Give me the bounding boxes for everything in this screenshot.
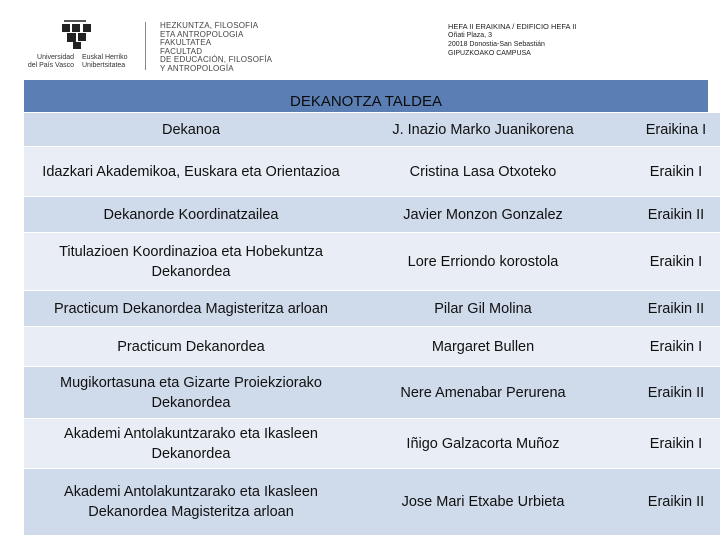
building-cell: Eraikin I xyxy=(608,327,720,367)
page-title: DEKANOTZA TALDEA xyxy=(290,93,442,110)
table-row xyxy=(24,469,720,535)
table-row xyxy=(24,197,720,233)
table-row xyxy=(24,291,720,327)
name-cell: Nere Amenabar Perurena xyxy=(358,367,608,419)
name-cell: Pilar Gil Molina xyxy=(358,291,608,327)
role-cell: Mugikortasuna eta Gizarte Proiekziorako Dekanordea xyxy=(24,367,358,419)
name-cell: Iñigo Galzacorta Muñoz xyxy=(358,419,608,469)
name-cell: J. Inazio Marko Juanikorena xyxy=(358,113,608,147)
role-cell: Practicum Dekanordea xyxy=(24,327,358,367)
page-header xyxy=(0,0,720,78)
building-cell: Eraikin II xyxy=(608,469,720,535)
logo-text-basque: Euskal Herriko Unibertsitatea xyxy=(82,54,128,69)
building-address: HEFA II ERAIKINA / EDIFICIO HEFA II Oñati Plaza, 3 20018 Donostia-San Sebastián GIPUZKOAKO CAMPUSA xyxy=(448,22,577,57)
name-cell: Cristina Lasa Otxoteko xyxy=(358,147,608,197)
table-row xyxy=(24,113,720,147)
table-row xyxy=(24,419,720,469)
building-cell: Eraikin I xyxy=(608,147,720,197)
role-cell: Akademi Antolakuntzarako eta Ikasleen Dekanordea xyxy=(24,419,358,469)
name-cell: Margaret Bullen xyxy=(358,327,608,367)
building-cell: Eraikin I xyxy=(608,233,720,291)
building-cell: Eraikin I xyxy=(608,419,720,469)
name-cell: Javier Monzon Gonzalez xyxy=(358,197,608,233)
table-row xyxy=(24,327,720,367)
logo-divider xyxy=(145,22,146,70)
university-logo xyxy=(24,20,134,72)
role-cell: Practicum Dekanordea Magisteritza arloan xyxy=(24,291,358,327)
role-cell: Akademi Antolakuntzarako eta Ikasleen Dekanordea Magisteritza arloan xyxy=(24,469,358,535)
role-cell: Dekanoa xyxy=(24,113,358,147)
deans-team-table xyxy=(24,112,720,535)
name-cell: Lore Erriondo korostola xyxy=(358,233,608,291)
logo-text-spanish: Universidad del País Vasco xyxy=(27,54,74,69)
university-emblem-icon xyxy=(60,20,96,50)
table-row xyxy=(24,367,720,419)
table-row xyxy=(24,147,720,197)
title-band xyxy=(24,80,708,112)
name-cell: Jose Mari Etxabe Urbieta xyxy=(358,469,608,535)
building-cell: Eraikin II xyxy=(608,367,720,419)
building-cell: Eraikina I xyxy=(608,113,720,147)
table-row xyxy=(24,233,720,291)
building-cell: Eraikin II xyxy=(608,291,720,327)
role-cell: Titulazioen Koordinazioa eta Hobekuntza Dekanordea xyxy=(24,233,358,291)
role-cell: Dekanorde Koordinatzailea xyxy=(24,197,358,233)
faculty-name: HEZKUNTZA, FILOSOFIA ETA ANTROPOLOGIA FAKULTATEA FACULTAD DE EDUCACIÓN, FILOSOFÍA Y ANTROPOLOGÍA xyxy=(160,21,273,73)
building-cell: Eraikin II xyxy=(608,197,720,233)
role-cell: Idazkari Akademikoa, Euskara eta Orientazioa xyxy=(24,147,358,197)
